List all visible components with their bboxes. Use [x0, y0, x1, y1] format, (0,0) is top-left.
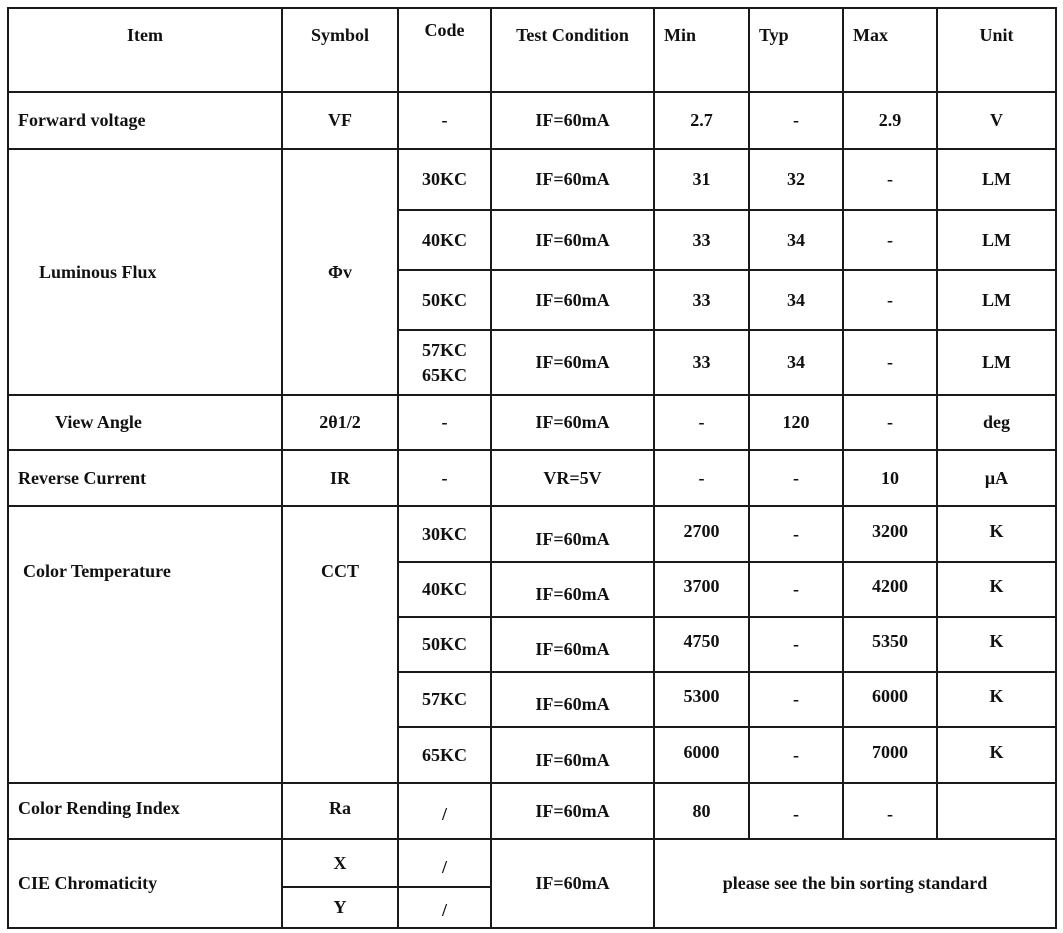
cell-max: 7000: [843, 727, 937, 783]
header-typ: Typ: [749, 8, 843, 92]
cell-code: /: [398, 783, 491, 839]
table-row: [8, 149, 1056, 210]
cell-unit: LM: [937, 270, 1056, 330]
cell-item: Reverse Current: [8, 450, 282, 506]
cell-max: -: [843, 783, 937, 839]
cell-condition: IF=60mA: [491, 395, 654, 450]
cell-max: 10: [843, 450, 937, 506]
cell-condition: IF=60mA: [491, 839, 654, 928]
cell-max: -: [843, 149, 937, 210]
cell-typ: 34: [749, 210, 843, 270]
header-min: Min: [654, 8, 749, 92]
table-row: [8, 395, 1056, 450]
cell-code: 40KC: [398, 210, 491, 270]
cell-code: /: [398, 839, 491, 887]
cell-symbol: Φv: [282, 149, 398, 395]
table-row: [8, 506, 1056, 562]
cell-condition: IF=60mA: [491, 783, 654, 839]
cell-item: View Angle: [8, 395, 282, 450]
cell-min: 80: [654, 783, 749, 839]
cell-unit: K: [937, 617, 1056, 672]
cell-unit: V: [937, 92, 1056, 149]
cell-condition: IF=60mA: [491, 727, 654, 783]
cell-unit: K: [937, 672, 1056, 727]
cell-symbol: IR: [282, 450, 398, 506]
cell-code: -: [398, 450, 491, 506]
cell-min: 6000: [654, 727, 749, 783]
header-symbol: Symbol: [282, 8, 398, 92]
cell-code: [398, 330, 491, 395]
header-test-condition: Test Condition: [491, 8, 654, 92]
cell-code: -: [398, 395, 491, 450]
cell-min: 33: [654, 210, 749, 270]
cell-unit: [937, 783, 1056, 839]
cell-code: 65KC: [398, 727, 491, 783]
cell-max: 2.9: [843, 92, 937, 149]
cell-min: -: [654, 450, 749, 506]
cell-min: -: [654, 395, 749, 450]
cell-typ: 34: [749, 330, 843, 395]
cell-min: 2700: [654, 506, 749, 562]
cell-code: 30KC: [398, 506, 491, 562]
cell-max: 5350: [843, 617, 937, 672]
cell-unit: K: [937, 506, 1056, 562]
cell-condition: IF=60mA: [491, 562, 654, 617]
cell-symbol: 2θ1/2: [282, 395, 398, 450]
cell-min: 31: [654, 149, 749, 210]
cell-max: -: [843, 210, 937, 270]
cell-condition: IF=60mA: [491, 149, 654, 210]
cell-min: 4750: [654, 617, 749, 672]
cell-code: 50KC: [398, 617, 491, 672]
cell-code: 40KC: [398, 562, 491, 617]
cell-condition: IF=60mA: [491, 506, 654, 562]
spec-table: [7, 7, 1057, 929]
table-row: [8, 450, 1056, 506]
cell-symbol: Ra: [282, 783, 398, 839]
header-row: [8, 8, 1056, 92]
cell-typ: -: [749, 450, 843, 506]
cell-unit: μA: [937, 450, 1056, 506]
cell-symbol: X: [282, 839, 398, 887]
cell-min: 2.7: [654, 92, 749, 149]
header-max: Max: [843, 8, 937, 92]
cell-item: Color Rending Index: [8, 783, 282, 839]
cell-typ: -: [749, 562, 843, 617]
cell-condition: IF=60mA: [491, 210, 654, 270]
cell-max: -: [843, 270, 937, 330]
table-row: [8, 92, 1056, 149]
cell-min: 3700: [654, 562, 749, 617]
table-row: [8, 839, 1056, 887]
cell-typ: 120: [749, 395, 843, 450]
cell-symbol: VF: [282, 92, 398, 149]
cell-max: -: [843, 395, 937, 450]
cell-code: /: [398, 887, 491, 928]
header-code: Code: [398, 8, 491, 92]
cell-condition: VR=5V: [491, 450, 654, 506]
cell-min: 33: [654, 330, 749, 395]
cell-code: 30KC: [398, 149, 491, 210]
cell-unit: LM: [937, 149, 1056, 210]
cell-max: 6000: [843, 672, 937, 727]
cell-typ: 34: [749, 270, 843, 330]
cell-bin-note: please see the bin sorting standard: [654, 839, 1056, 928]
cell-unit: LM: [937, 210, 1056, 270]
cell-max: -: [843, 330, 937, 395]
cell-typ: 32: [749, 149, 843, 210]
cell-condition: IF=60mA: [491, 330, 654, 395]
cell-min: 5300: [654, 672, 749, 727]
cell-symbol: [282, 506, 398, 783]
cell-unit: K: [937, 562, 1056, 617]
cell-typ: -: [749, 506, 843, 562]
cell-typ: -: [749, 92, 843, 149]
code-line: 57KC: [422, 340, 467, 361]
cell-code: 50KC: [398, 270, 491, 330]
cell-condition: IF=60mA: [491, 92, 654, 149]
cell-condition: IF=60mA: [491, 270, 654, 330]
cell-symbol: Y: [282, 887, 398, 928]
cell-condition: IF=60mA: [491, 672, 654, 727]
cell-code: 57KC: [398, 672, 491, 727]
cell-unit: deg: [937, 395, 1056, 450]
cell-typ: -: [749, 783, 843, 839]
header-item: Item: [8, 8, 282, 92]
cell-typ: -: [749, 727, 843, 783]
cell-max: 4200: [843, 562, 937, 617]
cell-typ: -: [749, 617, 843, 672]
cell-symbol-label: CCT: [320, 561, 359, 581]
cell-typ: -: [749, 672, 843, 727]
cell-item-label: Color Temperature: [23, 561, 171, 581]
table-row: [8, 783, 1056, 839]
code-line: 65KC: [422, 364, 467, 385]
cell-min: 33: [654, 270, 749, 330]
cell-max: 3200: [843, 506, 937, 562]
cell-item: Forward voltage: [8, 92, 282, 149]
cell-unit: LM: [937, 330, 1056, 395]
cell-item: CIE Chromaticity: [8, 839, 282, 928]
cell-item: [8, 506, 282, 783]
cell-condition: IF=60mA: [491, 617, 654, 672]
cell-item: Luminous Flux: [8, 149, 282, 395]
header-unit: Unit: [937, 8, 1056, 92]
cell-code: -: [398, 92, 491, 149]
cell-unit: K: [937, 727, 1056, 783]
